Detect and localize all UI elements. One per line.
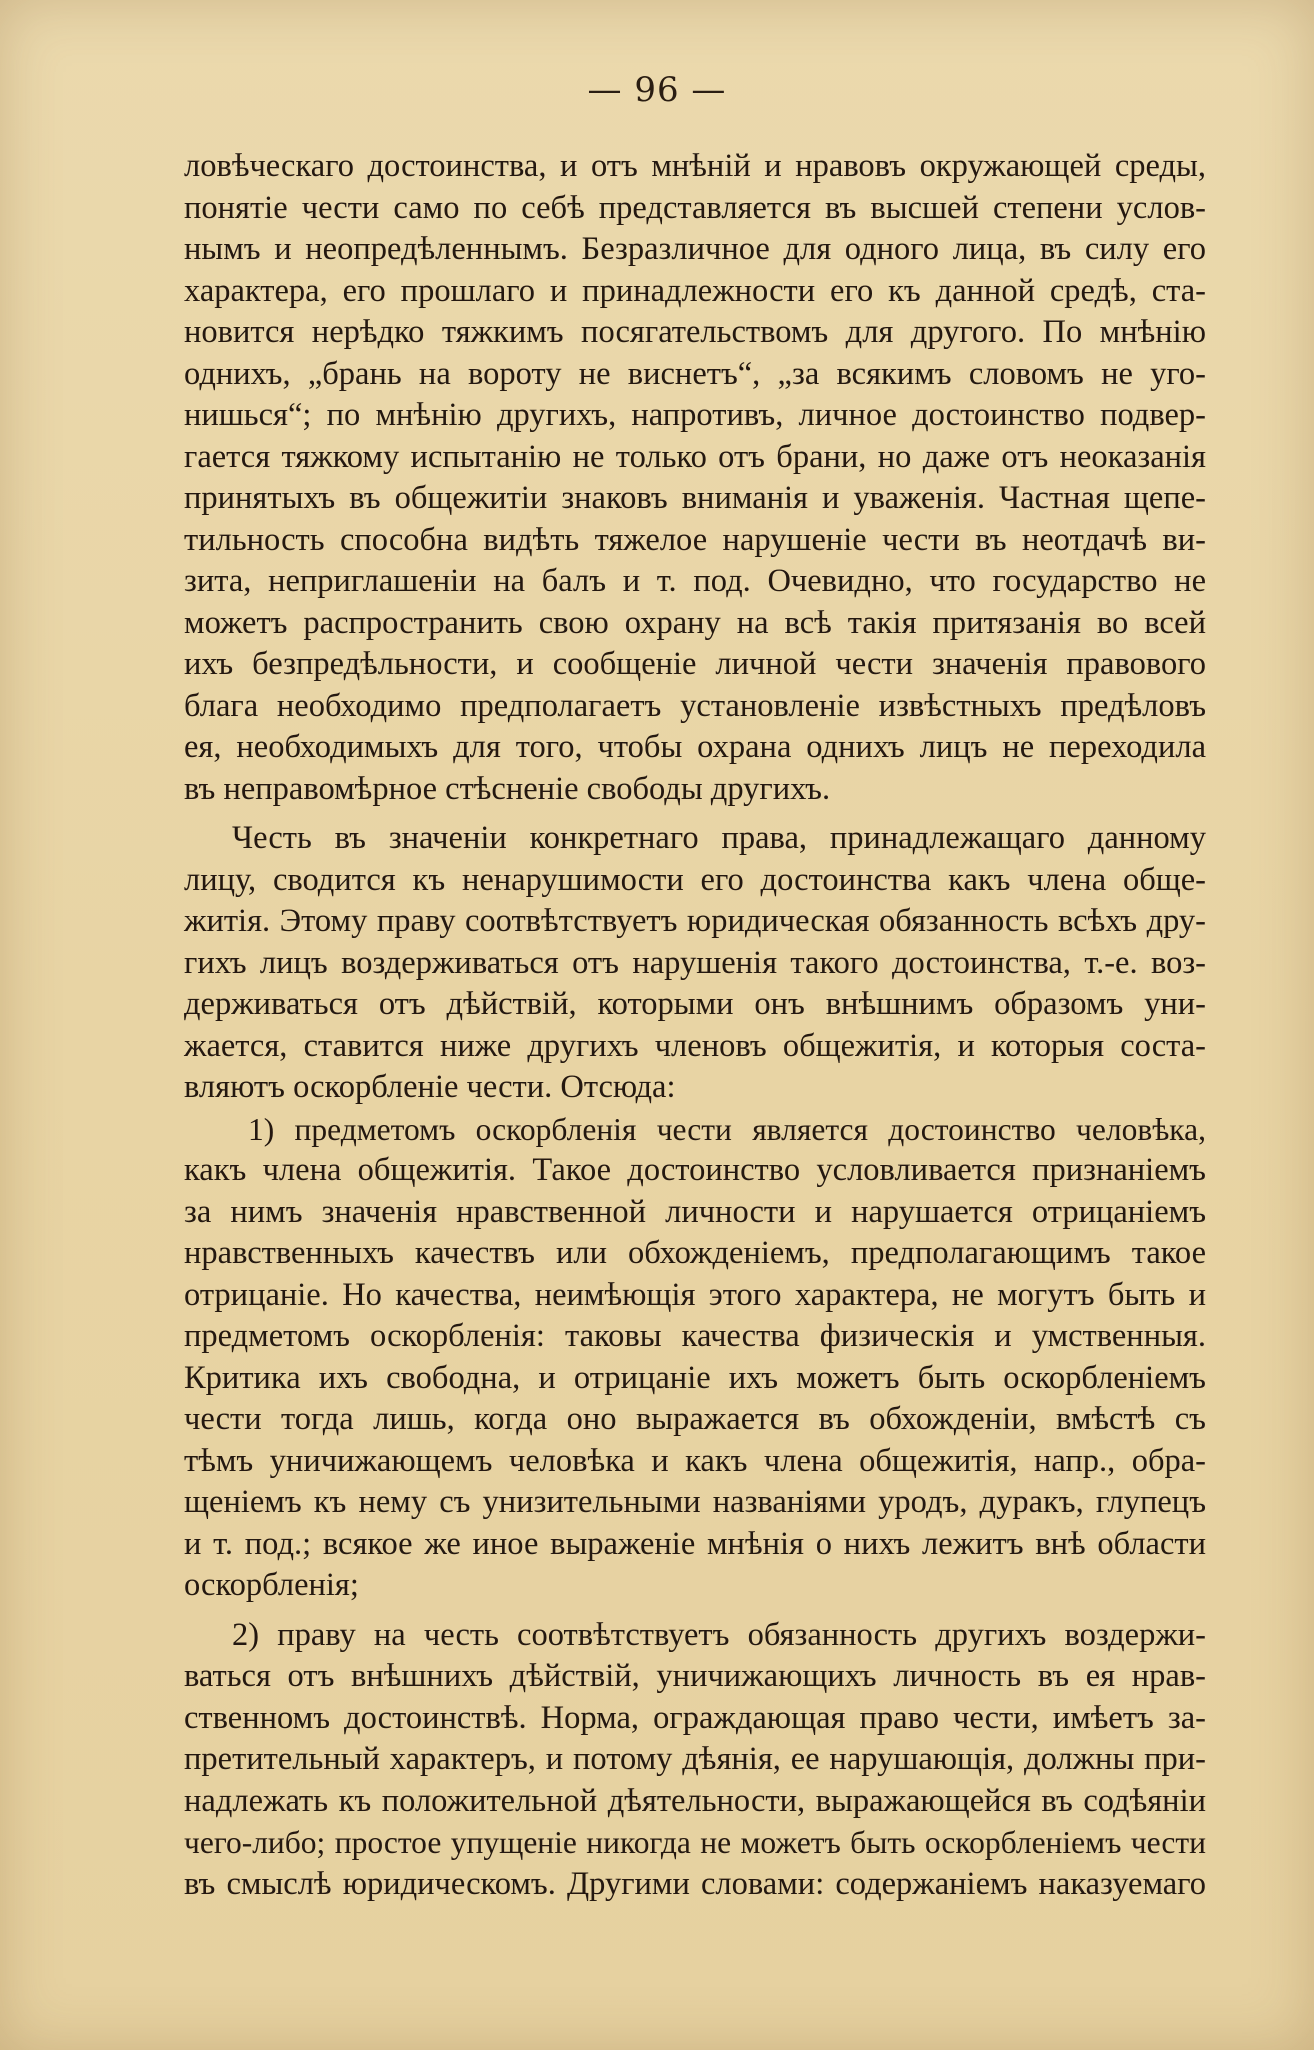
text-line: жается, ставится ниже другихъ членовъ общежитія, и которыя соста- [184,1027,1206,1064]
text-line: вляютъ оскорбленіе чести. Отсюда: [184,1069,676,1105]
text-line: 1) предметомъ оскорбленія чести является достоинство человѣка, [248,1111,1206,1147]
page-number: — 96 — [587,70,727,110]
text-line: нишься“; по мнѣнію другихъ, напротивъ, личное достоинство подвер- [184,397,1206,433]
text-line: тильность способна видѣть тяжелое нарушеніе чести въ неотдачѣ ви- [184,521,1206,558]
text-line: держиваться отъ дѣйствій, которыми онъ внѣшнимъ образомъ уни- [184,986,1206,1022]
text-line: чести тогда лишь, когда оно выражается въ обхожденіи, вмѣстѣ съ [184,1401,1206,1437]
text-line: гихъ лицъ воздерживаться отъ нарушенія такого достоинства, т.-е. воз- [184,944,1206,981]
text-line: однихъ, „брань на вороту не виснетъ“, „за всякимъ словомъ не уго- [184,355,1206,392]
text-line: ея, необходимыхъ для того, чтобы охрана однихъ лицъ не переходила [184,729,1206,765]
text-line: 2) праву на честь соотвѣтствуетъ обязанность другихъ воздержи- [232,1616,1206,1653]
text-line: ихъ безпредѣльности, и сообщеніе личной чести значенія правового [184,646,1206,682]
body-text [184,146,1206,1905]
paragraph [184,1109,1206,1607]
text-line: чего-либо; простое упущеніе никогда не можетъ быть оскорбленіемъ чести [184,1825,1206,1860]
paragraph [184,146,1206,810]
text-line: принятыхъ въ общежитіи знаковъ вниманія и уваженія. Частная щепе- [184,480,1206,516]
text-line: щеніемъ къ нему съ унизительными названіями уродъ, дуракъ, глупецъ [184,1484,1206,1520]
text-line: ственномъ достоинствѣ. Норма, ограждающая право чести, имѣетъ за- [184,1699,1206,1736]
text-line: новится нерѣдко тяжкимъ посягательствомъ для другого. По мнѣнію [184,314,1206,350]
text-line: въ неправомѣрное стѣсненіе свободы другихъ. [184,770,831,807]
text-line: Честь въ значеніи конкретнаго права, принадлежащаго данному [232,820,1206,856]
text-line: нымъ и неопредѣленнымъ. Безразличное для одного лица, въ силу его [184,231,1206,267]
text-line: тѣмъ уничижающемъ человѣка и какъ члена общежитія, напр., обра- [184,1442,1206,1479]
text-line: и т. под.; всякое же иное выраженіе мнѣнія о нихъ лежитъ внѣ области [184,1525,1206,1562]
text-line: характера, его прошлаго и принадлежности его къ данной средѣ, ста- [184,272,1206,309]
text-line: за нимъ значенія нравственной личности и нарушается отрицаніемъ [184,1193,1206,1230]
text-line: блага необходимо предполагаетъ установленіе извѣстныхъ предѣловъ [184,687,1206,724]
text-line: зита, неприглашеніи на балъ и т. под. Очевидно, что государство не [184,563,1206,599]
text-line: можетъ распространить свою охрану на всѣ такія притязанія во всей [184,604,1206,641]
text-line: ваться отъ внѣшнихъ дѣйствій, уничижающихъ личность въ ея нрав- [184,1658,1206,1694]
text-line: гается тяжкому испытанію не только отъ брани, но даже отъ неоказанія [184,438,1206,475]
text-line: ловѣческаго достоинства, и отъ мнѣній и нравовъ окружающей среды, [184,148,1206,184]
paragraph [184,1615,1206,1906]
text-line: какъ члена общежитія. Такое достоинство условливается признаніемъ [184,1152,1206,1188]
text-line: оскорбленія; [184,1567,359,1603]
text-line: въ смыслѣ юридическомъ. Другими словами: содержаніемъ наказуемаго [184,1865,1206,1902]
text-line: претительный характеръ, и потому дѣянія, ее нарушающія, должны при- [184,1741,1206,1777]
text-line: отрицаніе. Но качества, неимѣющія этого характера, не могутъ быть и [184,1276,1206,1313]
text-line: понятіе чести само по себѣ представляется въ высшей степени услов- [184,189,1206,226]
text-line: нравственныхъ качествъ или обхожденіемъ, предполагающимъ такое [184,1235,1206,1271]
text-line: Критика ихъ свободна, и отрицаніе ихъ можетъ быть оскорбленіемъ [184,1359,1206,1396]
paragraph [184,818,1206,1109]
text-line: лицу, сводится къ ненарушимости его достоинства какъ члена обще- [184,861,1206,898]
text-line: предметомъ оскорбленія: таковы качества физическія и умственныя. [184,1318,1206,1354]
text-line: житія. Этому праву соотвѣтствуетъ юридическая обязанность всѣхъ дру- [184,903,1206,939]
text-line: надлежать къ положительной дѣятельности, выражающейся въ содѣяніи [184,1782,1206,1819]
